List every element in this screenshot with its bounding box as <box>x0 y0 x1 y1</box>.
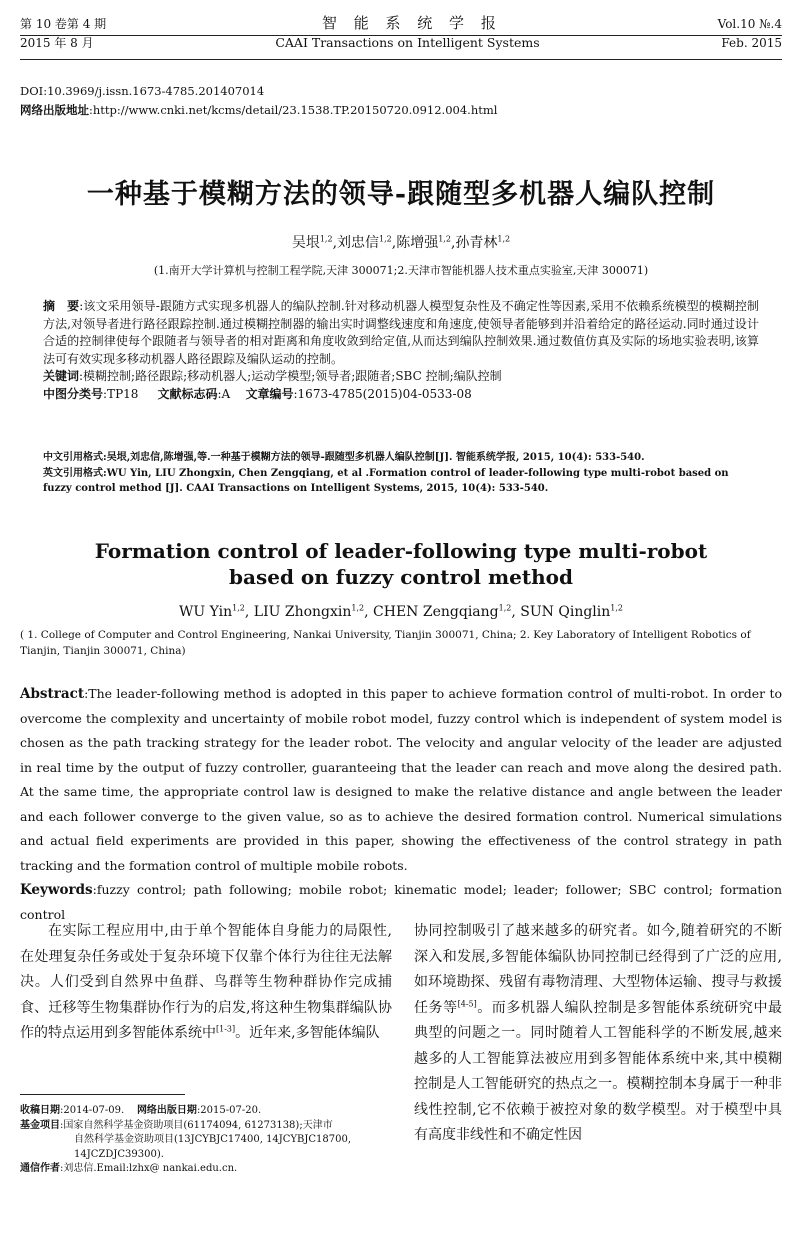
abstract-cn-text: :该文采用领导-跟随方式实现多机器人的编队控制.针对移动机器人模型复杂性及不确定性等因素,采用不依赖系统模型的模糊控制方法,对领导者进行路径跟踪控制.通过模糊控制器的输出实时调整线速度和角速度,使领导者能够到并沿着给定的路径运动.同时通过设计合适的控制律使每个跟随者与领导者的相对距离和角度收敛到给定值,从而达到编队控制效果.通过数值仿真及实际的场地实验表明,该算法可有效实现多移动机器人路径跟踪及编队运动的控制。 <box>43 299 759 366</box>
keywords-en-label: Keywords <box>20 882 93 898</box>
abstract-en <box>20 682 782 927</box>
date-cn: 2015 年 8 月 <box>20 36 94 50</box>
footnote <box>20 1104 400 1177</box>
abstract-en-label: Abstract <box>20 686 85 702</box>
articleno-value: :1673-4785(2015)04-0533-08 <box>293 386 472 401</box>
author-cn-2: 刘忠信 <box>337 235 380 251</box>
online-label: 网络出版地址 <box>20 103 89 117</box>
body-right-text: 协同控制吸引了越来越多的研究者。如今,随着研究的不断深入和发展,多智能体编队协同控制已经得到了广泛的应用,如环境勘探、残留有毒物清理、大型物体运输、搜寻与救援任务等 <box>414 923 782 1016</box>
authors-en: WU Yin$^{1,2}$, LIU Zhongxin$^{1,2}$, CHEN Zengqiang$^{1,2}$, SUN Qinglin$^{1,2}$ <box>178 603 624 620</box>
title-en <box>60 538 742 590</box>
online-address <box>20 101 782 120</box>
title-en-line2: based on fuzzy control method <box>229 565 573 589</box>
fund-label: 基金项目 <box>20 1119 60 1131</box>
body-left-column <box>20 919 392 1047</box>
fund-line-1: :国家自然科学基金资助项目(61174094, 61273138);天津市 <box>60 1119 333 1131</box>
article-meta <box>20 82 782 120</box>
author-en-2: LIU Zhongxin <box>253 604 352 620</box>
doccode-value: :A <box>217 386 231 401</box>
classification-line <box>43 386 759 404</box>
doccode-label: 文献标志码 <box>157 386 218 401</box>
author-en-1: WU Yin <box>178 604 233 620</box>
keywords-en-text: :fuzzy control; path following; mobile robot; kinematic model; leader; follower; SBC control; formation control <box>20 882 782 922</box>
fund-line-2: 自然科学基金资助项目(13JCYBJC17400, 14JCYBJC18700, <box>74 1134 352 1145</box>
author-en-4-sup: 1,2 <box>610 603 624 613</box>
header-divider-2 <box>20 59 782 60</box>
pub-label: 网络出版日期 <box>136 1105 197 1116</box>
footnote-corr <box>20 1162 400 1177</box>
affiliation-en: ( 1. College of Computer and Control Engineering, Nankai University, Tianjin 300071, China; 2. Key Laboratory of Intelligent Robotics of Tianjin, Tianjin 300071, China) <box>20 629 751 657</box>
online-url[interactable]: :http://www.cnki.net/kcms/detail/23.1538.TP.20150720.0912.004.html <box>89 103 498 117</box>
fund-line-3: 14JCZDJC39300). <box>74 1148 164 1160</box>
clc-value: :TP18 <box>103 386 139 401</box>
body-right-column <box>414 919 782 1149</box>
pub-date: :2015-07-20. <box>196 1105 262 1116</box>
author-cn-4: 孙青林 <box>455 235 498 251</box>
abstract-en-body <box>20 682 782 878</box>
body-left-text-end: 。近年来,多智能体编队 <box>235 1025 380 1041</box>
clc-label: 中图分类号 <box>43 386 104 401</box>
body-paragraph-2 <box>414 919 782 1149</box>
articleno-label: 文章编号 <box>245 386 294 401</box>
keywords-cn-label: 关键词 <box>43 369 80 383</box>
author-cn-1: 吴垠 <box>291 235 320 251</box>
reference-1-3[interactable]: [1-3] <box>216 1024 236 1034</box>
citation-format <box>43 450 759 497</box>
author-cn-3: 陈增强 <box>396 235 439 251</box>
body-right-text-end: 。而多机器人编队控制是多智能体系统研究中最典型的问题之一。同时随着人工智能科学的不断发展,越来越多的人工智能算法被应用到多智能体系统中来,其中模糊控制是人工智能研究的热点之一。模糊控制本身属于一种非线性控制,它不依赖于被控对象的数学模型。对于模型中具有高度非线性和不确定性因 <box>414 999 782 1143</box>
volume-issue-cn: 第 10 卷第 4 期 <box>20 17 107 31</box>
footnote-fund <box>20 1119 400 1134</box>
abstract-en-text: :The leader-following method is adopted in this paper to achieve formation control of multi-robot. In order to overcome the complexity and uncertainty of mobile robot model, fuzzy control which is independent of system model is chosen as the path tracking strategy for the leader robot. The velocity and angular velocity of the leader are adjusted in real time by the output of fuzzy controller, guaranteeing that the leader can reach and move along the desired path. At the same time, the appropriate control law is designed to make the relative distance and angle between the leader and each follower converge to the given value, so as to achieve the desired formation control. Numerical simulations and actual field experiments are provided in this paper, showing the effectiveness of the control strategy in path tracking and the formation control of multiple mobile robots. <box>20 686 782 873</box>
author-cn-3-sup: 1,2 <box>438 234 451 244</box>
header-divider-1 <box>20 35 782 36</box>
abstract-cn-label: 摘 要 <box>43 299 80 313</box>
abstract-cn-body <box>43 298 759 368</box>
footnote-dates <box>20 1104 400 1119</box>
volume-issue-en: Vol.10 №.4 <box>717 17 782 31</box>
doi: DOI:10.3969/j.issn.1673-4785.201407014 <box>20 84 265 98</box>
recv-label: 收稿日期 <box>20 1105 60 1116</box>
title-en-line1: Formation control of leader-following type multi-robot <box>94 539 708 563</box>
citation-cn: 中文引用格式:吴垠,刘忠信,陈增强,等.一种基于模糊方法的领导-跟随型多机器人编队控制[J]. 智能系统学报, 2015, 10(4): 533-540. <box>43 452 645 463</box>
footnote-divider <box>20 1094 185 1095</box>
keywords-cn-text: :模糊控制;路径跟踪;移动机器人;运动学模型;领导者;跟随者;SBC 控制;编队控制 <box>79 369 502 383</box>
author-cn-2-sup: 1,2 <box>379 234 392 244</box>
reference-4-5[interactable]: [4-5] <box>457 998 477 1008</box>
author-en-4: SUN Qinglin <box>520 604 611 620</box>
body-left-text: 在实际工程应用中,由于单个智能体自身能力的局限性,在处理复杂任务或处于复杂环境下仅靠个体行为往往无法解决。人们受到自然界中鱼群、鸟群等生物种群协作完成捕食、迁移等生物集群协作行为的启发,将这种生物集群编队协作的特点运用到多智能体系统中 <box>20 923 392 1041</box>
author-en-3: CHEN Zengqiang <box>373 604 499 620</box>
corr-info: :刘忠信.Email:lzhx@ nankai.edu.cn. <box>60 1163 238 1174</box>
recv-date: :2014-07-09. <box>60 1105 125 1116</box>
journal-header <box>20 12 782 56</box>
authors-cn: 吴垠$^{1,2}$,刘忠信$^{1,2}$,陈增强$^{1,2}$,孙青林$^{1,2}$ <box>291 234 511 251</box>
author-en-2-sup: 1,2 <box>351 603 365 613</box>
body-paragraph-1 <box>20 919 392 1047</box>
corr-label: 通信作者 <box>20 1163 60 1174</box>
author-cn-4-sup: 1,2 <box>497 234 511 244</box>
author-cn-1-sup: 1,2 <box>319 234 333 244</box>
author-en-1-sup: 1,2 <box>232 603 245 613</box>
keywords-cn <box>43 368 759 386</box>
journal-name-cn: 智 能 系 统 学 报 <box>321 14 502 32</box>
journal-name-en: CAAI Transactions on Intelligent Systems <box>275 35 540 50</box>
date-en: Feb. 2015 <box>721 36 782 50</box>
citation-en: 英文引用格式:WU Yin, LIU Zhongxin, Chen Zengqiang, et al .Formation control of leader-following type multi-robot based on fuzzy control method [J]. CAAI Transactions on Intelligent Systems, 2015, 10(4): 533-540. <box>43 467 729 494</box>
affiliation-cn: (1.南开大学计算机与控制工程学院,天津 300071;2.天津市智能机器人技术重点实验室,天津 300071) <box>153 264 649 277</box>
author-en-3-sup: 1,2 <box>498 603 512 613</box>
abstract-cn <box>43 298 759 403</box>
title-cn: 一种基于模糊方法的领导-跟随型多机器人编队控制 <box>86 179 716 210</box>
